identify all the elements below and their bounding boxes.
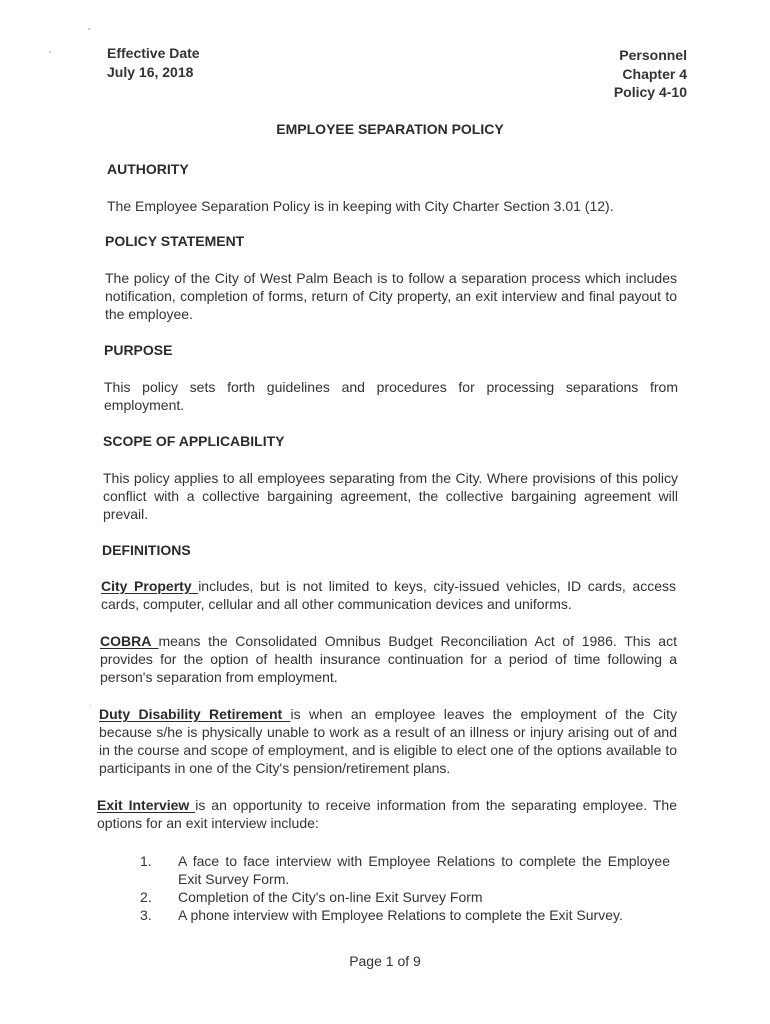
term-exit-interview: Exit Interview [97,797,196,813]
heading-definitions: DEFINITIONS [102,542,191,558]
heading-policy-statement: POLICY STATEMENT [105,233,245,249]
list-item-text: A face to face interview with Employee Relations to complete the Employee Exit Survey Form. [178,853,670,887]
exit-interview-options-list [140,852,670,924]
definition-text: includes, but is not limited to keys, city-issued vehicles, ID cards, access cards, computer, cellular and all other communication devices and uniforms. [101,578,676,612]
term-cobra: COBRA [100,633,159,649]
header-effective-date [107,44,200,82]
definition-text: is an opportunity to receive information from the separating employee. The options for an exit interview include: [97,797,677,831]
document-title: EMPLOYEE SEPARATION POLICY [276,121,504,137]
policy-statement-text: The policy of the City of West Palm Beach is to follow a separation process which includes notification, completion of forms, return of City property, an exit interview and final payout to the employee. [105,270,677,322]
authority-text: The Employee Separation Policy is in keeping with City Charter Section 3.01 (12). [107,198,614,214]
effective-date-value: July 16, 2018 [107,64,194,80]
policy-number: Policy 4-10 [613,84,687,100]
list-item [140,888,670,906]
personnel-label: Personnel [619,47,687,63]
list-item-number: 3. [140,907,152,923]
heading-authority: AUTHORITY [107,161,189,177]
definition-exit-interview [97,796,677,832]
header-policy-reference [614,46,687,102]
purpose-text: This policy sets forth guidelines and procedures for processing separations from employment. [104,379,678,413]
scope-text: This policy applies to all employees separating from the City. Where provisions of this policy conflict with a collective bargaining agreement, the collective bargaining agreement will prevail. [103,470,678,522]
list-item-text: A phone interview with Employee Relations to complete the Exit Survey. [178,907,623,923]
heading-scope: SCOPE OF APPLICABILITY [103,433,285,449]
definition-text: is when an employee leaves the employment of the City because s/he is physically unable to work as a result of an illness or injury arising out of and in the course and scope of employment, and is eligible to elect one of the options available to participants in one of the City's pension/retirement plans. [99,706,678,776]
list-item-number: 1. [140,853,152,869]
scan-speck [90,704,91,705]
heading-purpose: PURPOSE [104,342,173,358]
term-duty-disability-retirement: Duty Disability Retirement [99,706,291,722]
definition-cobra [100,632,677,686]
list-item-number: 2. [140,889,152,905]
term-city-property: City Property [101,578,199,594]
scan-speck [49,51,51,53]
definition-city-property [101,577,676,613]
scan-speck [88,28,90,30]
definition-duty-disability-retirement [99,705,677,777]
effective-date-label: Effective Date [107,45,200,61]
list-item-text: Completion of the City's on-line Exit Survey Form [178,889,483,905]
list-item [140,906,670,924]
list-item [140,852,670,888]
chapter-label: Chapter 4 [622,65,687,82]
definition-text: means the Consolidated Omnibus Budget Reconciliation Act of 1986. This act provides for the option of health insurance continuation for a period of time following a person's separation from employment. [100,633,677,685]
page-number: Page 1 of 9 [349,953,421,969]
